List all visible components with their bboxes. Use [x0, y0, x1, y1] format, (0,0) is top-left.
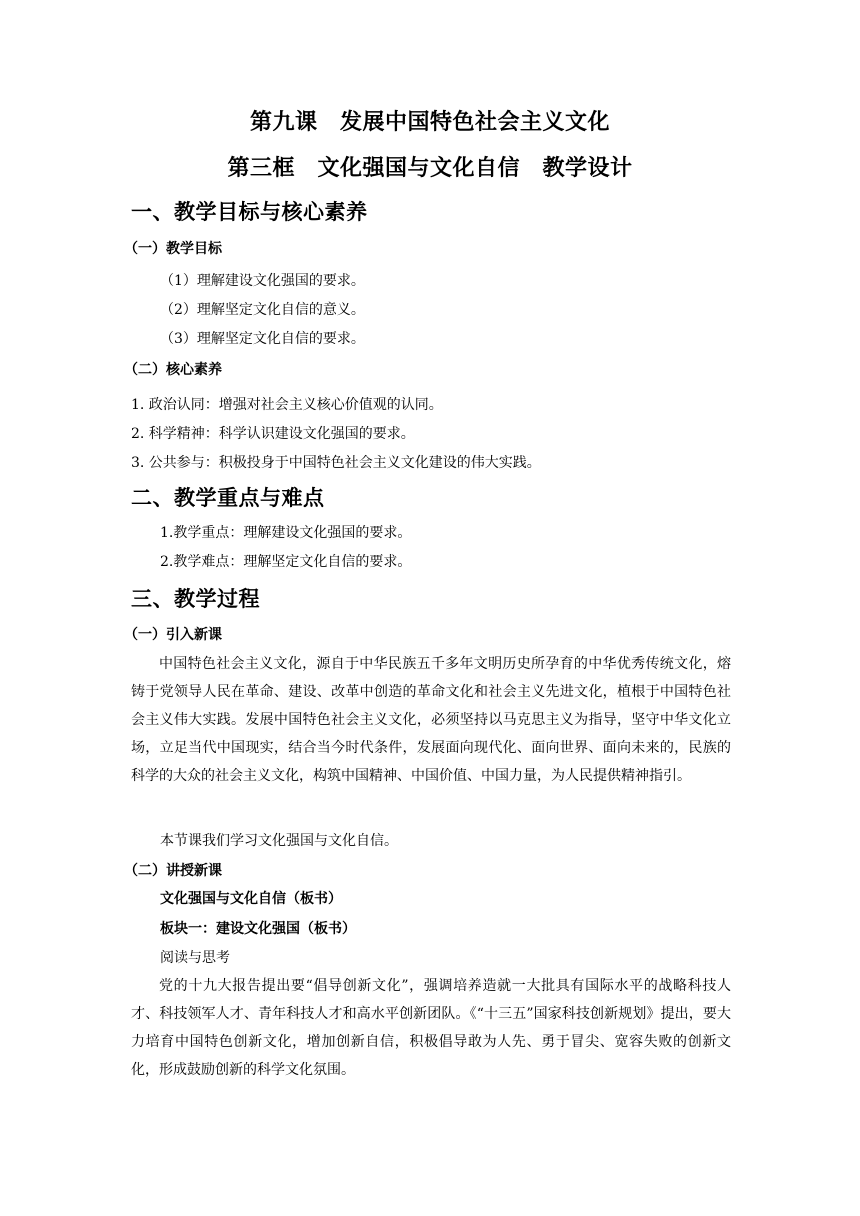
section-title: 第三框 文化强国与文化自信 教学设计: [227, 156, 633, 181]
literacy-item: 2. 科学精神：科学认识建设文化强国的要求。: [131, 426, 415, 442]
heading-key-points: 二、教学重点与难点: [131, 486, 325, 510]
subheading-new-lesson: （二）讲授新课: [124, 863, 222, 879]
subheading-teaching-goals: （一）教学目标: [124, 241, 222, 257]
board-title: 文化强国与文化自信（板书）: [160, 891, 342, 907]
reading-paragraph: 党的十九大报告提出要“倡导创新文化”，强调培养造就一大批具有国际水平的战略科技人才、科技领军人才、青年科技人才和高水平创新团队。《“十三五”国家科技创新规划》提出，要大力培育中国特色创新文化，增加创新自信，积极倡导敢为人先、勇于冒尖、宽容失败的创新文化，形成鼓励创新的科学文化氛围。: [131, 978, 731, 1078]
board-section-title: 板块一：建设文化强国（板书）: [160, 921, 356, 937]
reading-label: 阅读与思考: [160, 950, 230, 966]
subheading-introduction: （一）引入新课: [124, 627, 222, 643]
subheading-core-literacy: （二）核心素养: [124, 362, 222, 378]
goal-item: （3）理解坚定文化自信的要求。: [160, 331, 365, 347]
key-point-item: 1.教学重点：理解建设文化强国的要求。: [160, 525, 412, 541]
goal-item: （2）理解坚定文化自信的意义。: [160, 302, 365, 318]
key-point-item: 2.教学难点：理解坚定文化自信的要求。: [160, 554, 412, 570]
goal-item: （1）理解建设文化强国的要求。: [160, 273, 365, 289]
heading-objectives: 一、教学目标与核心素养: [131, 200, 368, 224]
intro-paragraph: 中国特色社会主义文化，源自于中华民族五千多年文明历史所孕育的中华优秀传统文化，熔铸于党领导人民在革命、建设、改革中创造的革命文化和社会主义先进文化，植根于中国特色社会主义伟大实践。发展中国特色社会主义文化，必须坚持以马克思主义为指导，坚守中华文化立场，立足当代中国现实，结合当今时代条件，发展面向现代化、面向世界、面向未来的，民族的科学的大众的社会主义文化，构筑中国精神、中国价值、中国力量，为人民提供精神指引。: [131, 656, 731, 784]
lesson-title: 第九课 发展中国特色社会主义文化: [249, 110, 610, 135]
heading-teaching-process: 三、教学过程: [131, 587, 260, 611]
literacy-item: 3. 公共参与：积极投身于中国特色社会主义文化建设的伟大实践。: [131, 455, 541, 471]
literacy-item: 1. 政治认同：增强对社会主义核心价值观的认同。: [131, 397, 443, 413]
intro-closing-line: 本节课我们学习文化强国与文化自信。: [160, 833, 398, 849]
